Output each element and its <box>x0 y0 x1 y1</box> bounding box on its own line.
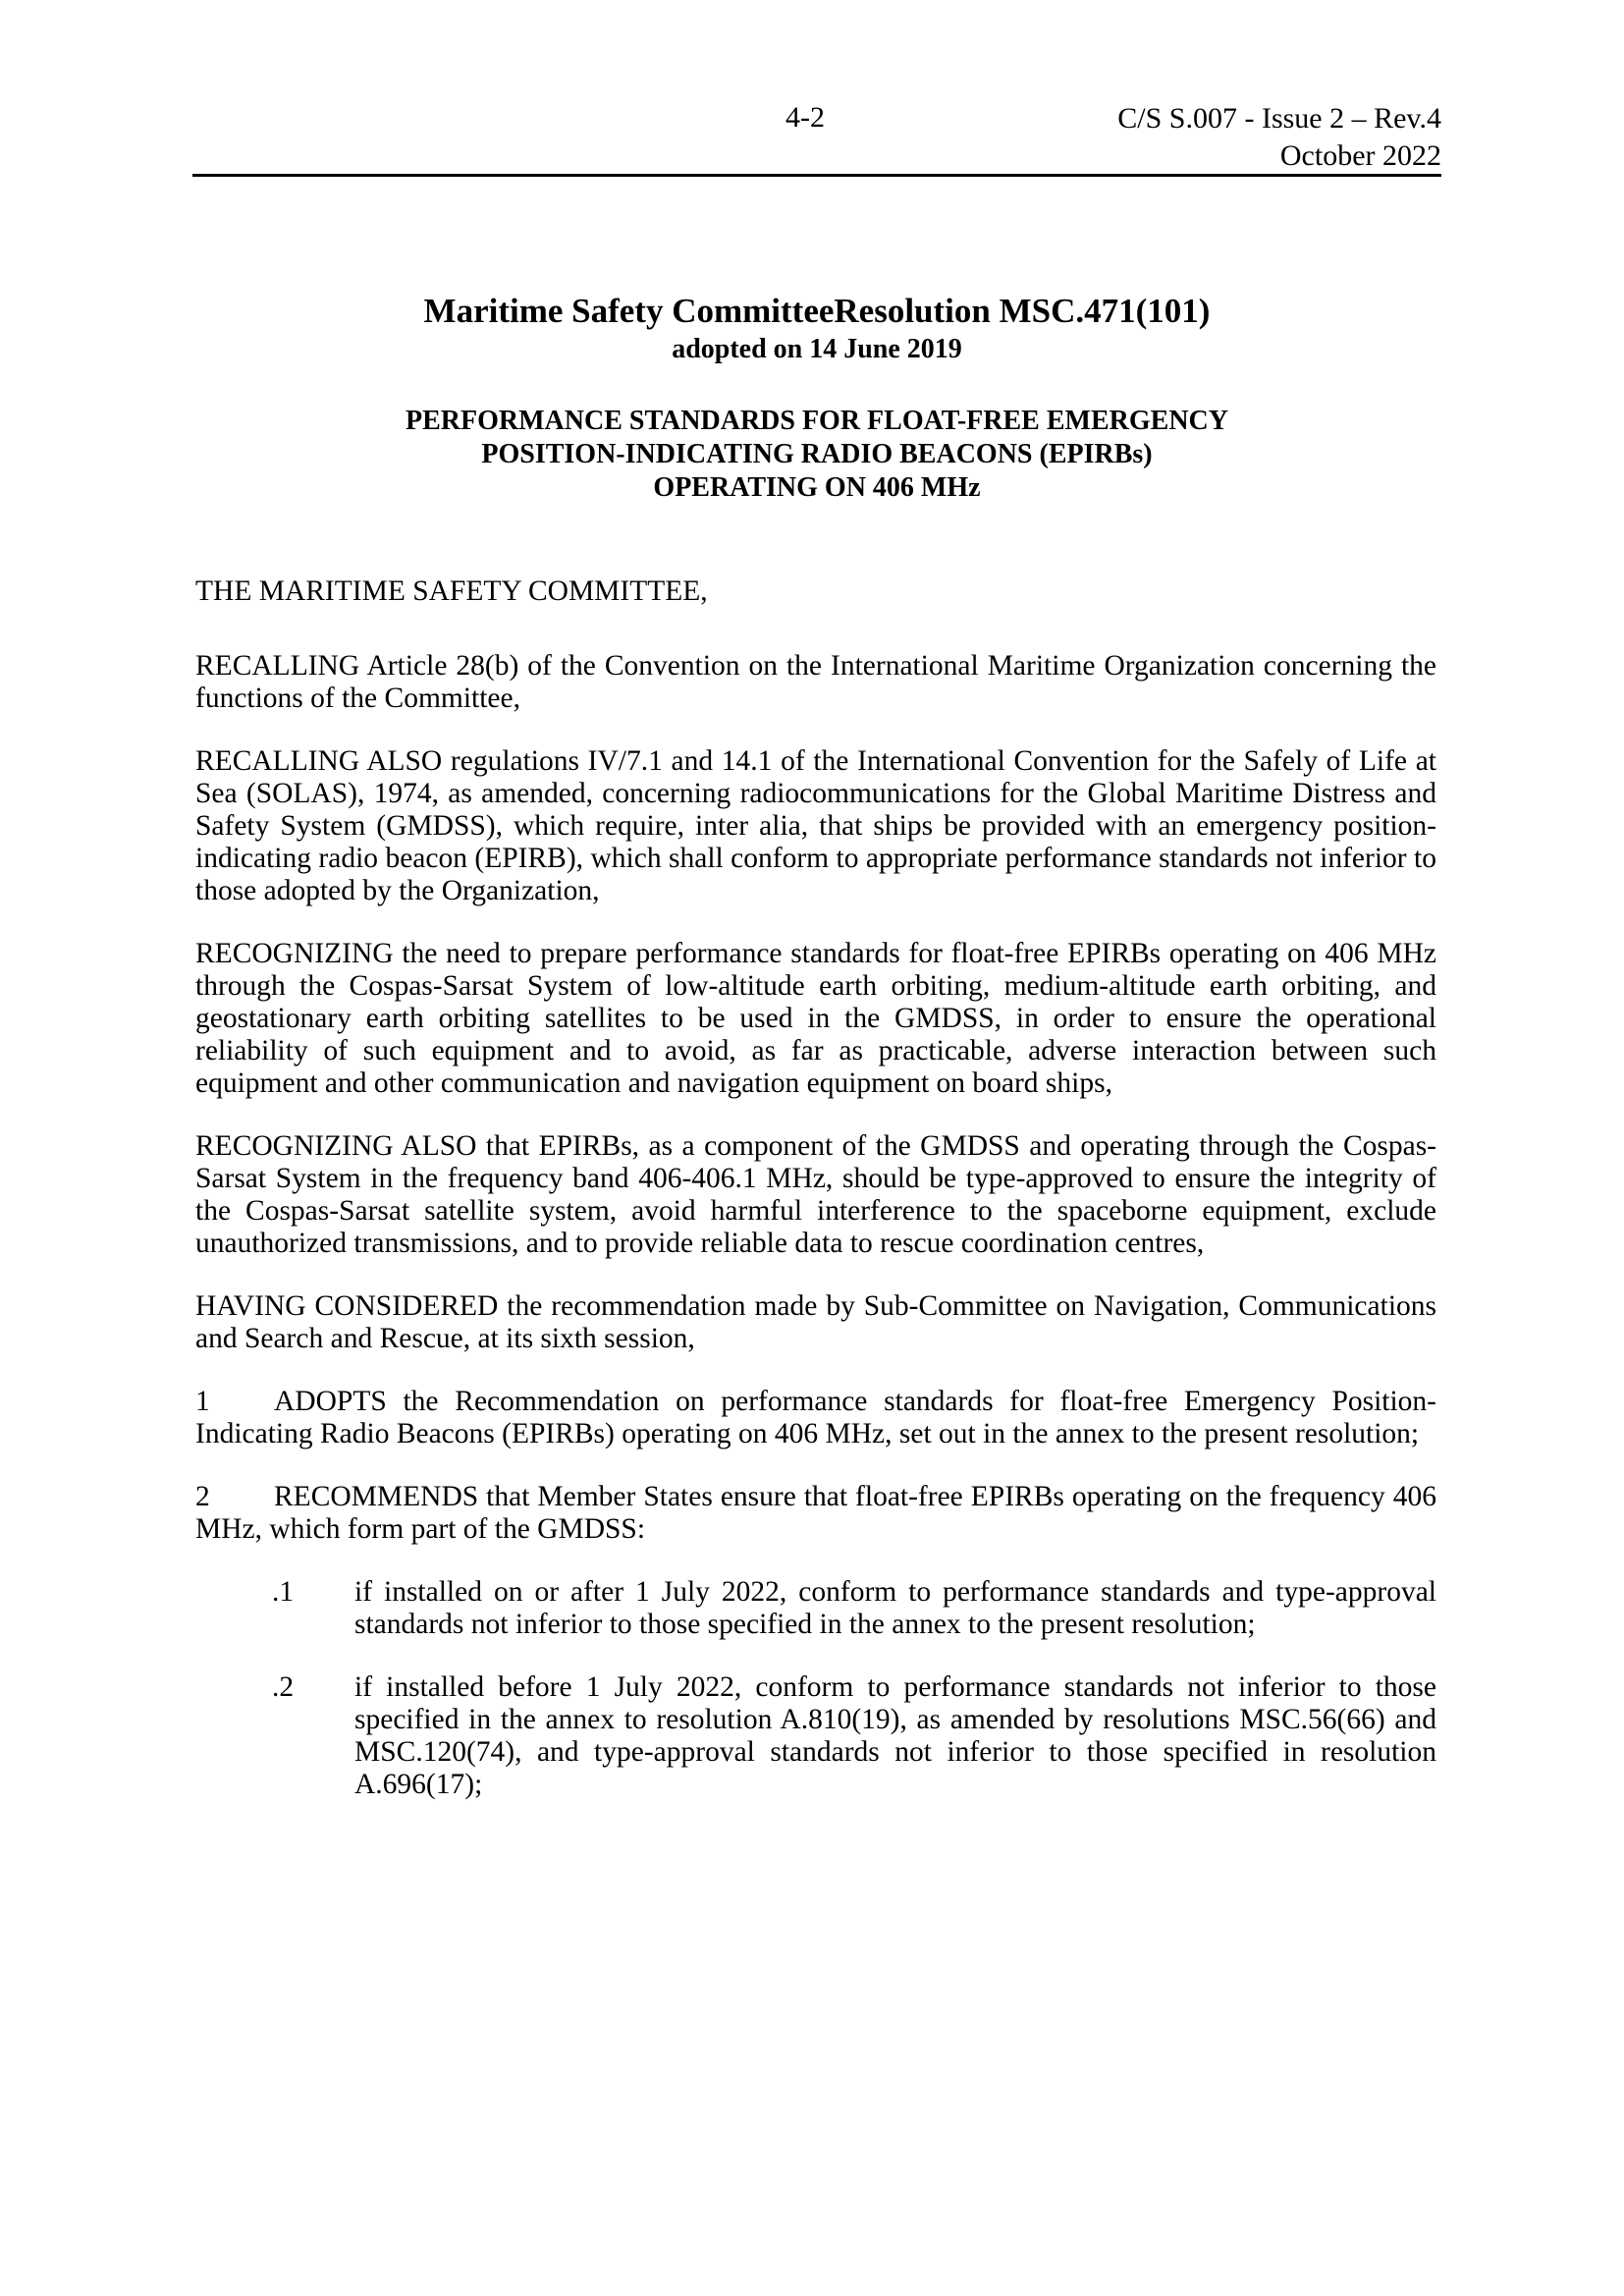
paragraph-number: 2 <box>195 1481 210 1512</box>
heading-line: POSITION-INDICATING RADIO BEACONS (EPIRBs) <box>481 439 1153 469</box>
heading-line: OPERATING ON 406 MHz <box>653 472 981 503</box>
preamble-paragraph: RECALLING Article 28(b) of the Convention on the International Maritime Organization concerning the functions of the Committee, <box>195 650 1436 714</box>
standards-heading <box>192 405 1441 505</box>
sub-item <box>195 1671 1436 1801</box>
heading-line: PERFORMANCE STANDARDS FOR FLOAT-FREE EMERGENCY <box>406 406 1228 436</box>
sub-item-number: .1 <box>272 1576 295 1608</box>
title-block <box>192 291 1441 505</box>
header-divider <box>192 174 1441 177</box>
resolution-title: Maritime Safety CommitteeResolution MSC.471(101) <box>423 292 1211 330</box>
operative-paragraph <box>195 1481 1436 1546</box>
adoption-date: adopted on 14 June 2019 <box>672 334 962 364</box>
document-body <box>195 575 1436 1831</box>
preamble-paragraph: RECALLING ALSO regulations IV/7.1 and 14.1 of the International Convention for the Safely of Life at Sea (SOLAS), 1974, as amended, concerning radiocommunications for the Global Maritime Distress and Safety System (GMDSS), which require, inter alia, that ships be provided with an emergency position-indicating radio beacon (EPIRB), which shall conform to appropriate performance standards not inferior to those adopted by the Organization, <box>195 745 1436 906</box>
paragraph-number: 1 <box>195 1386 210 1417</box>
sub-item-text: if installed before 1 July 2022, conform to performance standards not inferior to those specified in the annex to resolution A.810(19), as amended by resolutions MSC.56(66) and MSC.120(74), and type-approval standards not inferior to those specified in resolution A.696(17); <box>354 1671 1436 1800</box>
page-number: 4-2 <box>785 101 825 134</box>
preamble-paragraph: HAVING CONSIDERED the recommendation made by Sub-Committee on Navigation, Communications and Search and Rescue, at its sixth session, <box>195 1290 1436 1354</box>
paragraph-text: ADOPTS the Recommendation on performance standards for float-free Emergency Position-Indicating Radio Beacons (EPIRBs) operating on 406 MHz, set out in the annex to the present resolution; <box>195 1386 1436 1449</box>
preamble-paragraph: RECOGNIZING ALSO that EPIRBs, as a component of the GMDSS and operating through the Cospas-Sarsat System in the frequency band 406-406.1 MHz, should be type-approved to ensure the integrity of the Cospas-Sarsat satellite system, avoid harmful interference to the spaceborne equipment, exclude unauthorized transmissions, and to provide reliable data to rescue coordination centres, <box>195 1130 1436 1259</box>
sub-item-number: .2 <box>272 1671 295 1703</box>
preamble-paragraph: RECOGNIZING the need to prepare performance standards for float-free EPIRBs operating on 406 MHz through the Cospas-Sarsat System of low-altitude earth orbiting, medium-altitude earth orbiting, and geostationary earth orbiting satellites to be used in the GMDSS, in order to ensure the operational reliability of such equipment and to avoid, as far as practicable, adverse interaction between such equipment and other communication and navigation equipment on board ships, <box>195 938 1436 1099</box>
doc-reference: C/S S.007 - Issue 2 – Rev.4 <box>1117 102 1441 135</box>
doc-date: October 2022 <box>1279 139 1441 172</box>
sub-item-text: if installed on or after 1 July 2022, conform to performance standards and type-approval standards not inferior to those specified in the annex to the present resolution; <box>354 1576 1436 1640</box>
opening-line: THE MARITIME SAFETY COMMITTEE, <box>195 575 708 607</box>
paragraph-text: RECOMMENDS that Member States ensure that float-free EPIRBs operating on the frequency 406 MHz, which form part of the GMDSS: <box>195 1481 1436 1545</box>
header-reference <box>950 100 1441 175</box>
operative-paragraph <box>195 1386 1436 1450</box>
sub-item <box>195 1576 1436 1641</box>
